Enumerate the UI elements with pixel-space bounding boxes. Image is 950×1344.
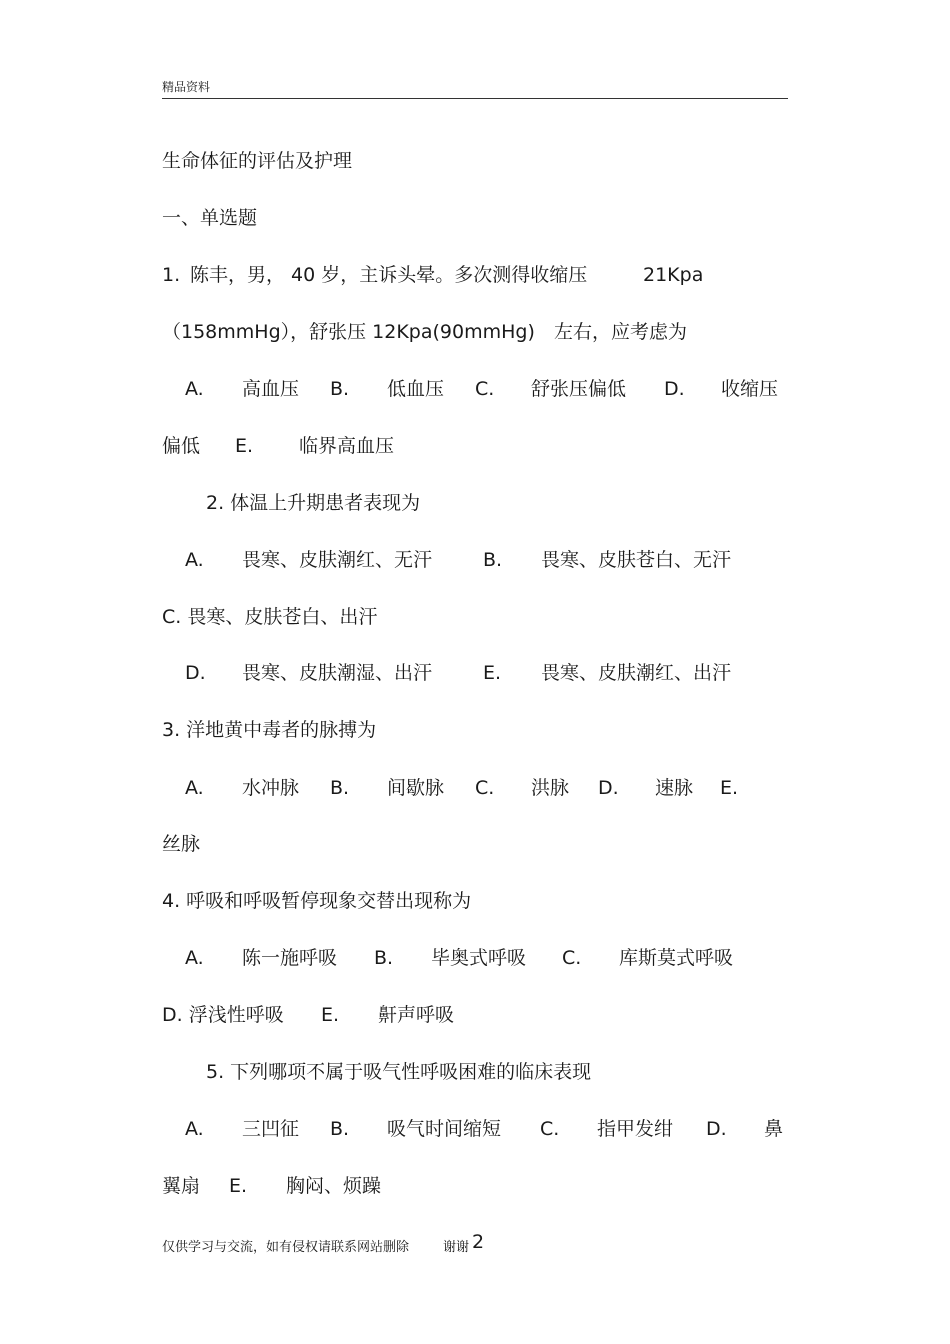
- option-text: 低血压: [387, 378, 445, 400]
- option-letter: C.: [540, 1118, 560, 1140]
- option-text: 速脉: [655, 777, 694, 799]
- q4-text: 4. 呼吸和呼吸暂停现象交替出现称为: [162, 890, 472, 912]
- option-letter: A.: [185, 549, 204, 571]
- q2-text: 2. 体温上升期患者表现为: [206, 492, 421, 514]
- option-text: 畏寒、皮肤苍白、无汗: [541, 549, 732, 571]
- option-text: 吸气时间缩短: [387, 1118, 502, 1140]
- q1-text: 陈丰，男， 40 岁，主诉头晕。多次测得收缩压: [190, 264, 588, 286]
- option-text: 收缩压: [721, 378, 779, 400]
- option-text: C. 畏寒、皮肤苍白、出汗: [162, 606, 378, 628]
- option-text: 库斯莫式呼吸: [619, 947, 734, 969]
- option-text: 鼾声呼吸: [378, 1004, 455, 1026]
- option-text: 畏寒、皮肤潮湿、出汗: [242, 662, 433, 684]
- option-text: 三凹征: [242, 1118, 300, 1140]
- q3-text: 3. 洋地黄中毒者的脉搏为: [162, 719, 377, 741]
- option-letter: D.: [598, 777, 619, 799]
- option-text: 偏低: [162, 435, 201, 457]
- option-letter: C.: [562, 947, 582, 969]
- option-letter: A.: [185, 777, 204, 799]
- option-text: 高血压: [242, 378, 300, 400]
- option-letter: A.: [185, 378, 204, 400]
- option-text: 畏寒、皮肤潮红、无汗: [242, 549, 433, 571]
- option-letter: E.: [321, 1004, 340, 1026]
- option-letter: B.: [483, 549, 503, 571]
- option-text: 丝脉: [162, 833, 201, 855]
- q1-text-cont-b: 左右，应考虑为: [554, 321, 688, 343]
- option-letter: B.: [330, 1118, 350, 1140]
- page-footer: [162, 1231, 485, 1255]
- option-text: 间歇脉: [387, 777, 445, 799]
- option-letter: D.: [185, 662, 206, 684]
- option-letter: A.: [185, 1118, 204, 1140]
- footer-thanks: 谢谢: [443, 1240, 470, 1255]
- option-letter: B.: [330, 378, 350, 400]
- option-letter: C.: [475, 378, 495, 400]
- option-text: 翼扇: [162, 1175, 201, 1197]
- option-letter: D.: [664, 378, 685, 400]
- header-rule: [162, 98, 788, 99]
- option-text: 指甲发绀: [597, 1118, 674, 1140]
- option-letter: B.: [330, 777, 350, 799]
- option-letter: D.: [706, 1118, 727, 1140]
- option-letter: E.: [483, 662, 502, 684]
- page-number: 2: [472, 1231, 485, 1253]
- option-letter: B.: [374, 947, 394, 969]
- option-text: 陈一施呼吸: [242, 947, 338, 969]
- option-letter: E.: [229, 1175, 248, 1197]
- option-text: 洪脉: [531, 777, 570, 799]
- q1-number: 1.: [162, 264, 181, 286]
- option-letter: E.: [235, 435, 254, 457]
- option-letter: A.: [185, 947, 204, 969]
- q1-value: 21Kpa: [643, 264, 704, 286]
- option-text: 胸闷、烦躁: [286, 1175, 382, 1197]
- option-text: 舒张压偏低: [531, 378, 627, 400]
- option-text: 毕奥式呼吸: [431, 947, 527, 969]
- option-letter: C.: [475, 777, 495, 799]
- title-text: 生命体征的评估及护理: [162, 150, 353, 172]
- option-letter: E.: [720, 777, 739, 799]
- option-text: 畏寒、皮肤潮红、出汗: [541, 662, 732, 684]
- q1-text-cont-a: （158mmHg），舒张压 12Kpa(90mmHg): [162, 321, 535, 343]
- section-text: 一、单选题: [162, 207, 258, 229]
- q5-text: 5. 下列哪项不属于吸气性呼吸困难的临床表现: [206, 1061, 592, 1083]
- footer-notice: 仅供学习与交流，如有侵权请联系网站删除: [162, 1240, 410, 1255]
- page-header: 精品资料: [162, 80, 211, 94]
- option-text: D. 浮浅性呼吸: [162, 1004, 284, 1026]
- option-text: 鼻: [764, 1118, 784, 1140]
- option-text: 临界高血压: [299, 435, 395, 457]
- option-text: 水冲脉: [242, 777, 300, 799]
